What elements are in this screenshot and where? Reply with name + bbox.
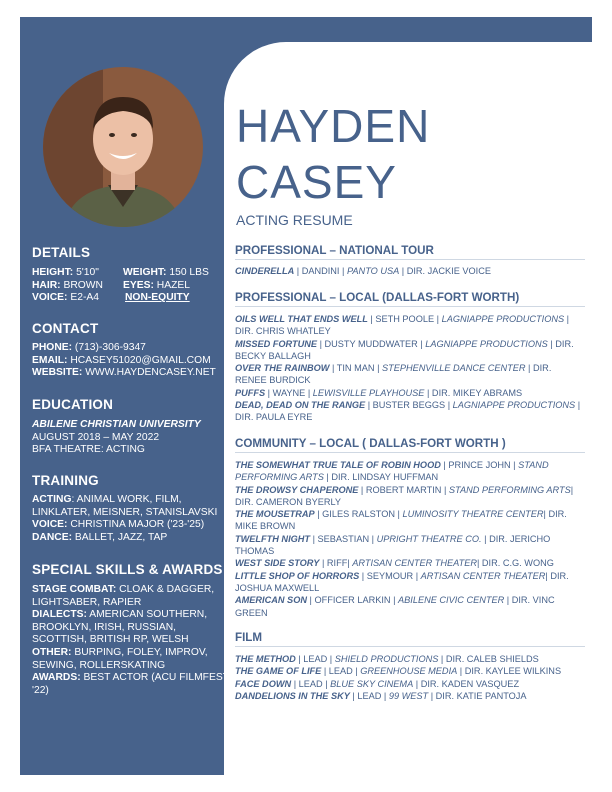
credits-list [235, 313, 585, 424]
website-link[interactable]: WWW.HAYDENCASEY.NET [85, 367, 216, 379]
section-heading: COMMUNITY – LOCAL ( DALLAS-FORT WORTH ) [235, 437, 585, 453]
credit-entry: PUFFS | WAYNE | LEWISVILLE PLAYHOUSE | DIR. MIKEY ABRAMS [235, 387, 523, 398]
credit-entry: WEST SIDE STORY | RIFF| ARTISAN CENTER THEATER| DIR. C.G. WONG [235, 558, 554, 569]
credit-entry: CINDERELLA | DANDINI | PANTO USA | DIR. JACKIE VOICE [235, 266, 491, 276]
credit-entry: LITTLE SHOP OF HORRORS | SEYMOUR | ARTISAN CENTER THEATER| DIR. JOSHUA MAXWELL [235, 570, 569, 593]
credit-entry: OVER THE RAINBOW | TIN MAN | STEPHENVILLE DANCE CENTER | DIR. RENEE BURDICK [235, 363, 552, 386]
last-name: CASEY [236, 156, 397, 208]
credits-list [235, 265, 585, 277]
resume-subtitle: ACTING RESUME [236, 212, 353, 228]
contact-info: PHONE: (713)-306-9347 EMAIL: HCASEY51020@GMAIL.COM WEBSITE: WWW.HAYDENCASEY.NET [32, 342, 216, 379]
skills-info: STAGE COMBAT: CLOAK & DAGGER, LIGHTSABER, RAPIER DIALECTS: AMERICAN SOUTHERN, BROOKLYN, IRISH, RUSSIAN, SCOTTISH, BRITISH RP, WELSH OTHER: BURPING, FOLEY, IMPROV, SEWING, ROLLERSKATING AWARDS: BEST ACTOR (ACU FILMFEST '22) [32, 584, 229, 696]
education-info: ABILENE CHRISTIAN UNIVERSITY AUGUST 2018 – MAY 2022 BFA THEATRE: ACTING [32, 419, 201, 456]
details-heading: DETAILS [32, 245, 91, 260]
credit-entry: THE DROWSY CHAPERONE | ROBERT MARTIN | STAND PERFORMING ARTS| DIR. CAMERON BYERLY [235, 484, 574, 507]
credit-entry: THE MOUSETRAP | GILES RALSTON | LUMINOSITY THEATRE CENTER| DIR. MIKE BROWN [235, 509, 567, 532]
details-grid: HEIGHT: 5'10" WEIGHT: 150 LBS HAIR: BROWN EYES: HAZEL VOICE: E2-A4 NON-EQUITY [32, 267, 209, 304]
credit-entry: THE GAME OF LIFE | LEAD | GREENHOUSE MEDIA | DIR. KAYLEE WILKINS [235, 666, 562, 677]
credit-entry: DEAD, DEAD ON THE RANGE | BUSTER BEGGS | LAGNIAPPE PRODUCTIONS | DIR. PAULA EYRE [235, 400, 581, 423]
email-link[interactable]: HCASEY51020@GMAIL.COM [70, 354, 211, 366]
credit-entry: THE SOMEWHAT TRUE TALE OF ROBIN HOOD | PRINCE JOHN | STAND PERFORMING ARTS | DIR. LINDSAY HUFFMAN [235, 460, 549, 483]
education-heading: EDUCATION [32, 397, 114, 412]
section-heading: PROFESSIONAL – LOCAL (DALLAS-FORT WORTH) [235, 291, 585, 307]
section-heading: PROFESSIONAL – NATIONAL TOUR [235, 244, 585, 260]
credit-entry: OILS WELL THAT ENDS WELL | SETH POOLE | LAGNIAPPE PRODUCTIONS | DIR. CHRIS WHATLEY [235, 314, 570, 337]
skills-heading: SPECIAL SKILLS & AWARDS [32, 562, 223, 577]
credit-entry: TWELFTH NIGHT | SEBASTIAN | UPRIGHT THEATRE CO. | DIR. JERICHO THOMAS [235, 533, 551, 557]
credits-list [235, 459, 585, 619]
credit-entry: AMERICAN SON | OFFICER LARKIN | ABILENE CIVIC CENTER | DIR. VINC GREEN [235, 595, 555, 618]
contact-heading: CONTACT [32, 321, 99, 336]
credits-list [235, 653, 585, 702]
credit-entry: DANDELIONS IN THE SKY | LEAD | 99 WEST | DIR. KATIE PANTOJA [235, 690, 527, 701]
first-name: HAYDEN [236, 100, 431, 152]
credit-entry: MISSED FORTUNE | DUSTY MUDDWATER | LAGNIAPPE PRODUCTIONS | DIR. BECKY BALLAGH [235, 338, 574, 361]
union-status: NON-EQUITY [125, 292, 190, 304]
training-info: ACTING: ANIMAL WORK, FILM, LINKLATER, MEISNER, STANISLAVSKI VOICE: CHRISTINA MAJOR ('23-'25) DANCE: BALLET, JAZZ, TAP [32, 494, 218, 543]
section-heading: FILM [235, 631, 585, 647]
credit-entry: THE METHOD | LEAD | SHIELD PRODUCTIONS | DIR. CALEB SHIELDS [235, 654, 539, 664]
credit-entry: FACE DOWN | LEAD | BLUE SKY CINEMA | DIR. KADEN VASQUEZ [235, 678, 520, 689]
phone-value[interactable]: (713)-306-9347 [74, 342, 146, 353]
training-heading: TRAINING [32, 473, 99, 488]
headshot-photo [43, 67, 203, 227]
